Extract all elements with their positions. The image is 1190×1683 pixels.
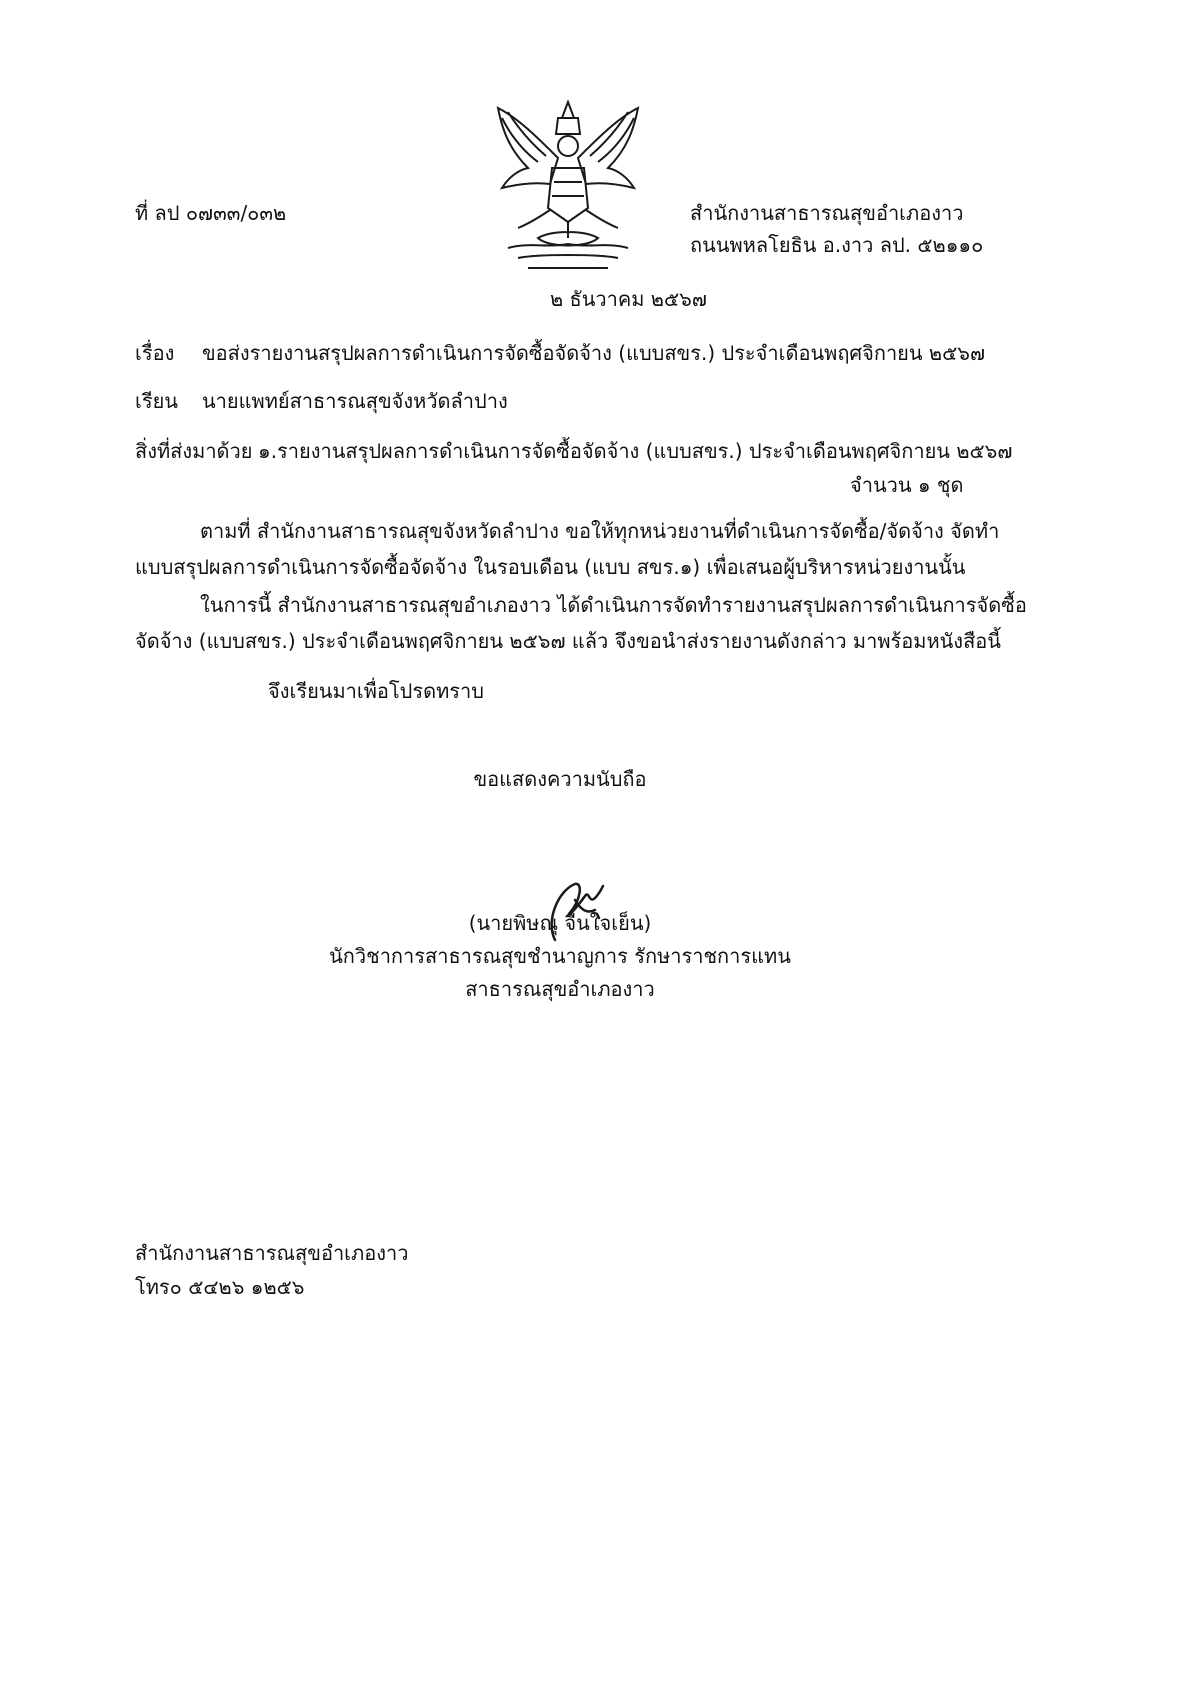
body-paragraph-2-line-1: ในการนี้ สำนักงานสาธารณสุขอำเภองาว ได้ดำเนินการจัดทำรายงานสรุปผลการดำเนินการจัดซื้อ [200, 593, 1027, 617]
enclosure-label: สิ่งที่ส่งมาด้วย [135, 439, 253, 463]
enclosure-quantity: จำนวน ๑ ชุด [850, 473, 964, 497]
signer-name: (นายพิษณุ จีนใจเย็น) [468, 911, 652, 935]
enclosure-item: ๑.รายงานสรุปผลการดำเนินการจัดซื้อจัดจ้าง (แบบสขร.) ประจำเดือนพฤศจิกายน ๒๕๖๗ [258, 439, 1013, 463]
subject-label: เรื่อง [135, 341, 175, 365]
body-paragraph-1-line-2: แบบสรุปผลการดำเนินการจัดซื้อจัดจ้าง ในรอบเดือน (แบบ สขร.๑) เพื่อเสนอผู้บริหารหน่วยงานนั้น [135, 555, 966, 579]
reference-number: ที่ ลป ๐๗๓๓/๐๓๒ [135, 201, 287, 225]
signer-position-2: สาธารณสุขอำเภองาว [465, 977, 655, 1001]
document-date: ๒ ธันวาคม ๒๕๖๗ [550, 287, 707, 311]
garuda-emblem-icon [488, 98, 648, 274]
footer-office: สำนักงานสาธารณสุขอำเภองาว [135, 1241, 409, 1265]
body-paragraph-2-line-2: จัดจ้าง (แบบสขร.) ประจำเดือนพฤศจิกายน ๒๕๖๗ แล้ว จึงขอนำส่งรายงานดังกล่าว มาพร้อมหนังสือนี้ [135, 629, 1001, 653]
recipient-text: นายแพทย์สาธารณสุขจังหวัดลำปาง [202, 389, 508, 413]
office-address: ถนนพหลโยธิน อ.งาว ลป. ๕๒๑๑๐ [690, 233, 984, 257]
footer-phone: โทร๐ ๕๔๒๖ ๑๒๕๖ [135, 1275, 305, 1299]
signer-position: นักวิชาการสาธารณสุขชำนาญการ รักษาราชการแทน [329, 944, 791, 968]
salutation: ขอแสดงความนับถือ [473, 767, 647, 791]
body-paragraph-1-line-1: ตามที่ สำนักงานสาธารณสุขจังหวัดลำปาง ขอให้ทุกหน่วยงานที่ดำเนินการจัดซื้อ/จัดจ้าง จัดทำ [200, 519, 1000, 543]
subject-text: ขอส่งรายงานสรุปผลการดำเนินการจัดซื้อจัดจ้าง (แบบสขร.) ประจำเดือนพฤศจิกายน ๒๕๖๗ [202, 341, 985, 365]
recipient-label: เรียน [135, 389, 178, 413]
closing-request: จึงเรียนมาเพื่อโปรดทราบ [268, 679, 484, 703]
office-name: สำนักงานสาธารณสุขอำเภองาว [690, 201, 964, 225]
